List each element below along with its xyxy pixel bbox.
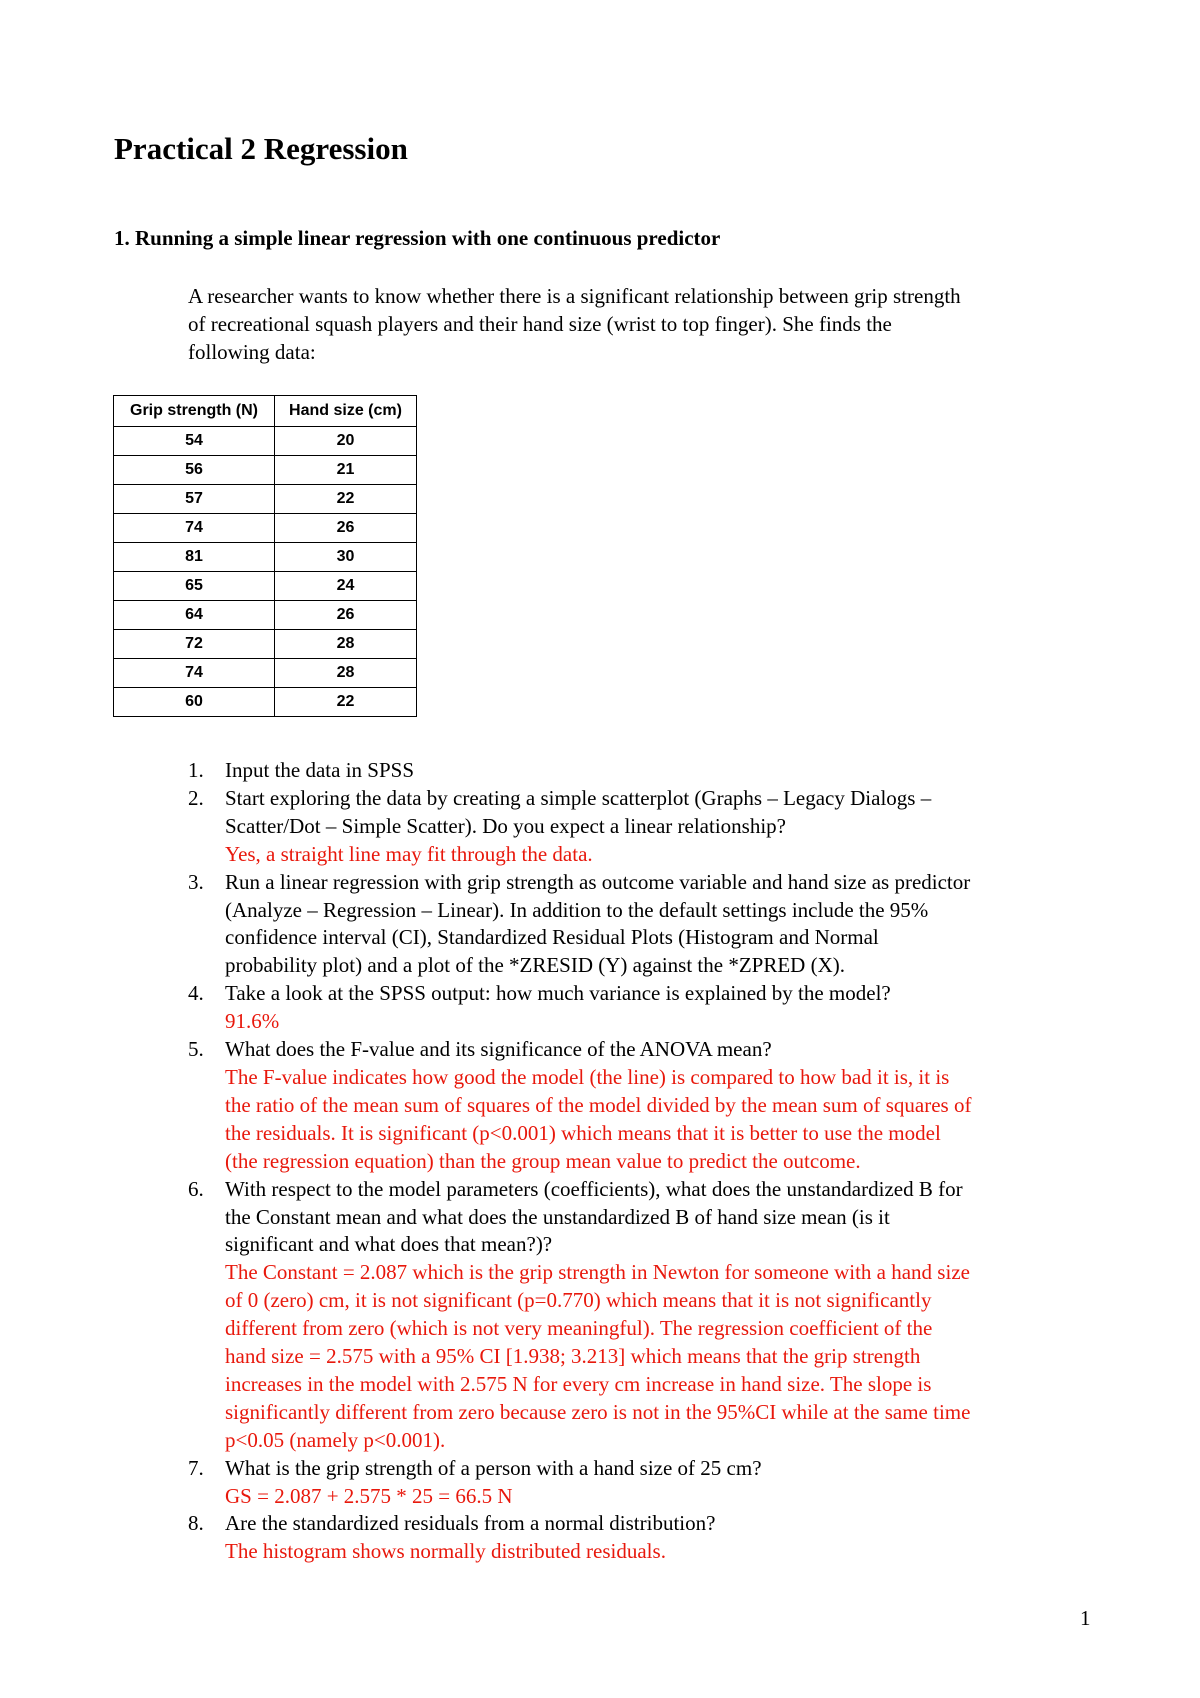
question-number: 7. — [188, 1455, 204, 1480]
answer-text-line: significantly different from zero because zero is not in the 95%CI while at the same time — [225, 1399, 971, 1424]
answer-text-line: The Constant = 2.087 which is the grip strength in Newton for someone with a hand size — [225, 1260, 970, 1285]
intro-line: A researcher wants to know whether there is a significant relationship between grip strength — [188, 284, 961, 308]
table-row — [114, 514, 417, 543]
cell-hand-size: 22 — [275, 688, 417, 717]
header-grip-strength: Grip strength (N) — [114, 396, 275, 427]
cell-grip-strength: 56 — [114, 456, 275, 485]
table-row — [114, 572, 417, 601]
question-number: 4. — [188, 981, 204, 1006]
cell-grip-strength: 81 — [114, 543, 275, 572]
table-row — [114, 688, 417, 717]
answer-text-line: 91.6% — [225, 1009, 280, 1034]
intro-line: following data: — [188, 340, 316, 364]
intro-paragraph — [188, 282, 1108, 366]
question-item — [188, 1510, 1108, 1566]
cell-hand-size: 24 — [275, 572, 417, 601]
question-text-line: With respect to the model parameters (coefficients), what does the unstandardized B for — [225, 1176, 963, 1201]
header-hand-size: Hand size (cm) — [275, 396, 417, 427]
question-number: 3. — [188, 869, 204, 894]
question-list — [188, 757, 1108, 1566]
question-text-line: (Analyze – Regression – Linear). In addition to the default settings include the 95% — [225, 897, 929, 922]
question-number: 1. — [188, 758, 204, 782]
cell-grip-strength: 72 — [114, 630, 275, 659]
cell-hand-size: 20 — [275, 427, 417, 456]
cell-hand-size: 30 — [275, 543, 417, 572]
cell-hand-size: 26 — [275, 514, 417, 543]
question-text-line: Scatter/Dot – Simple Scatter). Do you expect a linear relationship? — [225, 813, 786, 838]
table-body — [114, 427, 417, 717]
question-item — [188, 1455, 1108, 1511]
cell-grip-strength: 57 — [114, 485, 275, 514]
answer-text-line: of 0 (zero) cm, it is not significant (p=0.770) which means that it is not significantly — [225, 1288, 932, 1313]
answer-text-line: (the regression equation) than the group mean value to predict the outcome. — [225, 1148, 861, 1173]
answer-text-line: the residuals. It is significant (p<0.001) which means that it is better to use the model — [225, 1120, 941, 1145]
cell-grip-strength: 65 — [114, 572, 275, 601]
question-item — [188, 869, 1108, 981]
cell-grip-strength: 74 — [114, 659, 275, 688]
answer-text-line: GS = 2.087 + 2.575 * 25 = 66.5 N — [225, 1483, 513, 1508]
answer-text-line: increases in the model with 2.575 N for every cm increase in hand size. The slope is — [225, 1371, 932, 1396]
cell-hand-size: 22 — [275, 485, 417, 514]
question-item — [188, 757, 1108, 785]
answer-text-line: the ratio of the mean sum of squares of the model divided by the mean sum of squares of — [225, 1092, 972, 1117]
question-text-line: What is the grip strength of a person with a hand size of 25 cm? — [225, 1455, 762, 1480]
table-row — [114, 427, 417, 456]
question-text-line: confidence interval (CI), Standardized Residual Plots (Histogram and Normal — [225, 925, 879, 950]
question-number: 5. — [188, 1037, 204, 1062]
table-row — [114, 601, 417, 630]
cell-grip-strength: 64 — [114, 601, 275, 630]
question-item — [188, 1036, 1108, 1176]
question-number: 8. — [188, 1511, 204, 1536]
question-text-line: the Constant mean and what does the unstandardized B of hand size mean (is it — [225, 1204, 890, 1229]
answer-text-line: hand size = 2.575 with a 95% CI [1.938; 3.213] which means that the grip strength — [225, 1344, 921, 1369]
answer-text-line: different from zero (which is not very meaningful). The regression coefficient of the — [225, 1316, 933, 1341]
question-number: 6. — [188, 1176, 204, 1201]
table-header-row — [114, 396, 417, 427]
table-row — [114, 659, 417, 688]
answer-text-line: The F-value indicates how good the model (the line) is compared to how bad it is, it is — [225, 1064, 950, 1089]
cell-hand-size: 26 — [275, 601, 417, 630]
question-text-line: Input the data in SPSS — [225, 758, 415, 782]
page-number: 1 — [1080, 1606, 1091, 1630]
cell-grip-strength: 60 — [114, 688, 275, 717]
data-table — [113, 395, 417, 717]
question-text-line: Are the standardized residuals from a normal distribution? — [225, 1511, 716, 1536]
cell-hand-size: 28 — [275, 659, 417, 688]
question-number: 2. — [188, 785, 204, 810]
question-text-line: Start exploring the data by creating a simple scatterplot (Graphs – Legacy Dialogs – — [225, 785, 932, 810]
cell-grip-strength: 54 — [114, 427, 275, 456]
table-row — [114, 485, 417, 514]
answer-text-line: The histogram shows normally distributed residuals. — [225, 1539, 666, 1564]
answer-text-line: Yes, a straight line may fit through the data. — [225, 841, 593, 866]
intro-line: of recreational squash players and their hand size (wrist to top finger). She finds the — [188, 312, 892, 336]
question-text-line: What does the F-value and its significance of the ANOVA mean? — [225, 1037, 772, 1062]
question-item — [188, 785, 1108, 869]
table-row — [114, 543, 417, 572]
question-text-line: Take a look at the SPSS output: how much variance is explained by the model? — [225, 981, 891, 1006]
question-text-line: probability plot) and a plot of the *ZRESID (Y) against the *ZPRED (X). — [225, 953, 845, 978]
cell-hand-size: 28 — [275, 630, 417, 659]
question-text-line: significant and what does that mean?)? — [225, 1232, 553, 1257]
table-row — [114, 630, 417, 659]
page-title: Practical 2 Regression — [114, 131, 408, 166]
table-row — [114, 456, 417, 485]
section-heading: 1. Running a simple linear regression with one continuous predictor — [114, 226, 721, 250]
question-text-line: Run a linear regression with grip strength as outcome variable and hand size as predictor — [225, 869, 971, 894]
answer-text-line: p<0.05 (namely p<0.001). — [225, 1427, 446, 1452]
question-item — [188, 1176, 1108, 1455]
cell-hand-size: 21 — [275, 456, 417, 485]
cell-grip-strength: 74 — [114, 514, 275, 543]
question-item — [188, 980, 1108, 1036]
